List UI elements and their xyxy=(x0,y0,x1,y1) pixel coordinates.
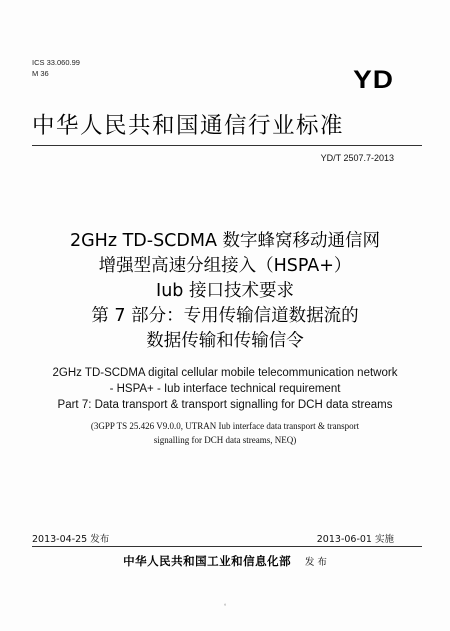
yd-logo: YD xyxy=(353,65,394,94)
reference-line-2: signalling for DCH data streams, NEQ) xyxy=(153,435,297,445)
publish-action: 发 布 xyxy=(304,557,327,568)
reference-line-1: (3GPP TS 25.426 V9.0.0, UTRAN Iub interface data transport & transport xyxy=(90,421,360,431)
ics-code: ICS 33.060.99 xyxy=(32,58,80,67)
footer-rule xyxy=(32,546,422,547)
header-rule xyxy=(32,145,422,146)
implementation-date: 2013-06-01 实施 xyxy=(316,534,394,545)
issue-date: 2013-04-25 发布 xyxy=(32,534,110,545)
classification-codes xyxy=(32,57,80,79)
zh-title-line-5: 数据传输和传输信令 xyxy=(146,331,304,351)
en-title-line-1: 2GHz TD-SCDMA digital cellular mobile telecommunication network xyxy=(52,367,398,379)
standard-number: YD/T 2507.7-2013 xyxy=(320,153,394,163)
page-mark: 。 xyxy=(224,600,231,607)
publisher-line xyxy=(0,553,450,569)
standard-category-title: 中华人民共和国通信行业标准 xyxy=(32,113,345,139)
zh-title-line-3: Iub 接口技术要求 xyxy=(156,281,294,301)
ccs-code: M 36 xyxy=(32,69,49,78)
zh-title-line-4: 第 7 部分：专用传输信道数据流的 xyxy=(91,306,359,326)
publisher-name: 中华人民共和国工业和信息化部 xyxy=(123,554,292,568)
zh-title-line-1: 2GHz TD-SCDMA 数字蜂窝移动通信网 xyxy=(69,231,381,251)
en-title-line-3: Part 7: Data transport & transport signalling for DCH data streams xyxy=(57,399,393,411)
zh-title-line-2: 增强型高速分组接入（HSPA+） xyxy=(98,256,352,276)
en-title-line-2: - HSPA+ - Iub interface technical requirement xyxy=(109,383,341,395)
